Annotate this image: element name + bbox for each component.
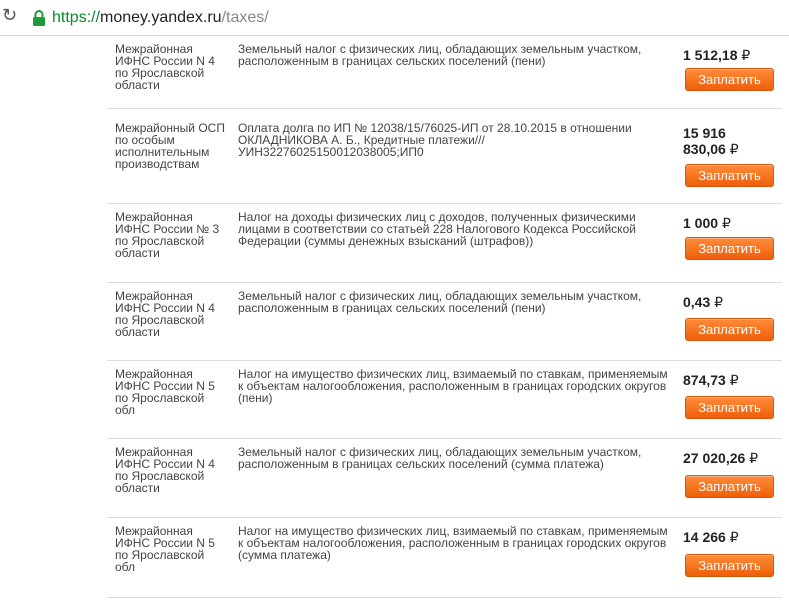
- payment-amount: [683, 372, 778, 388]
- recipient-name: Межрайонная ИФНС России № 3 по Ярославской области: [115, 210, 220, 260]
- reload-icon[interactable]: ↻: [2, 5, 18, 26]
- url-host: money.yandex.ru: [100, 9, 222, 26]
- recipient-name: Межрайонная ИФНС России N 4 по Ярославской области: [115, 445, 215, 495]
- amount-value: 874,73: [683, 372, 726, 388]
- payment-row: [107, 36, 782, 109]
- payments-list: [107, 36, 782, 598]
- payment-amount: [683, 450, 778, 466]
- payment-row: [107, 109, 782, 204]
- pay-button[interactable]: Заплатить: [685, 475, 774, 498]
- payment-purpose: Земельный налог с физических лиц, обладающих земельным участком, расположенным в границах сельских поселений (пени): [238, 289, 642, 315]
- currency-symbol: ₽: [729, 372, 739, 388]
- amount-value: 1 000: [683, 215, 719, 231]
- payment-amount: [683, 529, 778, 545]
- url-scheme: https://: [52, 9, 101, 26]
- payment-purpose: Земельный налог с физических лиц, обладающих земельным участком, расположенным в границах сельских поселений (сумма платежа): [238, 445, 642, 471]
- recipient-name: Межрайонная ИФНС России N 5 по Ярославской обл: [115, 524, 215, 574]
- payment-amount: [683, 47, 778, 63]
- payment-amount: [683, 294, 778, 310]
- currency-symbol: ₽: [741, 47, 751, 63]
- payment-row: [107, 283, 782, 361]
- amount-value: 15 916 830,06: [683, 125, 726, 157]
- payment-amount: [683, 215, 778, 231]
- payment-row: [107, 439, 782, 518]
- recipient-name: Межрайонная ИФНС России N 4 по Ярославской области: [115, 42, 215, 92]
- pay-button[interactable]: Заплатить: [685, 318, 774, 341]
- currency-symbol: ₽: [729, 141, 739, 157]
- recipient-name: Межрайонная ИФНС России N 4 по Ярославской области: [115, 289, 215, 339]
- payment-row: [107, 361, 782, 439]
- pay-button[interactable]: Заплатить: [685, 396, 774, 419]
- pay-button[interactable]: Заплатить: [685, 164, 774, 187]
- pay-button[interactable]: Заплатить: [685, 237, 774, 260]
- payment-purpose: Налог на имущество физических лиц, взимаемый по ставкам, применяемым к объектам налогообложения, расположенным в границах городских округов (сумма платежа): [238, 524, 668, 562]
- recipient-name: Межрайонная ИФНС России N 5 по Ярославской обл: [115, 367, 215, 417]
- browser-address-bar: [0, 0, 789, 36]
- url-path: /taxes/: [221, 9, 269, 26]
- payment-purpose: Налог на имущество физических лиц, взимаемый по ставкам, применяемым к объектам налогообложения, расположенным в границах городских округов (пени): [238, 367, 668, 405]
- lock-icon: [32, 9, 46, 27]
- payment-amount: [683, 125, 753, 157]
- amount-value: 27 020,26: [683, 450, 746, 466]
- amount-value: 0,43: [683, 294, 711, 310]
- payment-purpose: Земельный налог с физических лиц, обладающих земельным участком, расположенным в границах сельских поселений (пени): [238, 42, 642, 68]
- payment-purpose: Оплата долга по ИП № 12038/15/76025-ИП от 28.10.2015 в отношении ОКЛАДНИКОВА А. Б., Кредитные платежи///УИН32276025150012038005;ИП0: [238, 121, 632, 159]
- amount-value: 14 266: [683, 529, 726, 545]
- currency-symbol: ₽: [749, 450, 759, 466]
- pay-button[interactable]: Заплатить: [685, 554, 774, 577]
- currency-symbol: ₽: [714, 294, 724, 310]
- currency-symbol: ₽: [721, 215, 731, 231]
- recipient-name: Межрайонный ОСП по особым исполнительным производствам: [115, 121, 225, 171]
- payment-row: [107, 204, 782, 283]
- payment-purpose: Налог на доходы физических лиц с доходов, полученных физическими лицами в соответствии со статьей 228 Налогового Кодекса Российской Федерации (суммы денежных взысканий (штрафов)): [238, 210, 636, 248]
- pay-button[interactable]: Заплатить: [685, 68, 774, 91]
- currency-symbol: ₽: [729, 529, 739, 545]
- url-field[interactable]: [52, 8, 269, 28]
- payment-row: [107, 518, 782, 598]
- amount-value: 1 512,18: [683, 47, 738, 63]
